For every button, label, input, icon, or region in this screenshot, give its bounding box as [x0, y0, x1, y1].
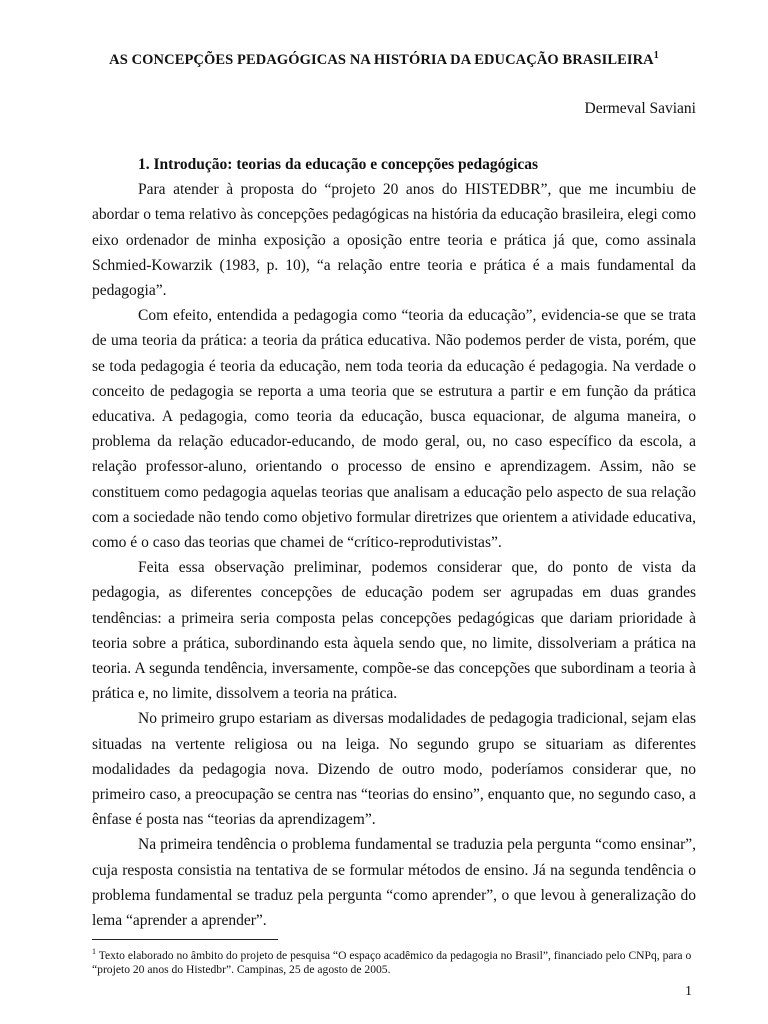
section-heading: 1. Introdução: teorias da educação e concepções pedagógicas	[138, 156, 539, 173]
footnote-text: Texto elaborado no âmbito do projeto de pesquisa “O espaço acadêmico da pedagogia no Brasil”, financiado pelo CNPq, para o “projeto 20 anos do Histedbr”. Campinas, 25 de agosto de 2005.	[92, 948, 692, 977]
footnote-marker: 1	[92, 947, 96, 956]
footnote-divider	[92, 939, 278, 940]
paragraph: Com efeito, entendida a pedagogia como “teoria da educação”, evidencia-se que se trata de uma teoria da prática: a teoria da prática educativa. Não podemos perder de vista, porém, que se toda pedagogia é teoria da educação, nem toda teoria da educação é pedagogia. Na verdade o conceito de pedagogia se reporta a uma teoria que se estrutura a partir e em função da prática educativa. A pedagogia, como teoria da educação, busca equacionar, de alguma maneira, o problema da relação educador-educando, de modo geral, ou, no caso específico da escola, a relação professor-aluno, orientando o processo de ensino e aprendizagem. Assim, não se constituem como pedagogia aquelas teorias que analisam a educação pelo aspecto de sua relação com a sociedade não tendo como objetivo formular diretrizes que orientem a atividade educativa, como é o caso das teorias que chamei de “crítico-reprodutivistas”.	[92, 307, 696, 552]
document-title	[0, 50, 768, 69]
paragraph: Feita essa observação preliminar, podemos considerar que, do ponto de vista da pedagogia, as diferentes concepções de educação podem ser agrupadas em duas grandes tendências: a primeira seria composta pelas concepções pedagógicas que dariam prioridade à teoria sobre a prática, subordinando esta àquela sendo que, no limite, dissolveriam a prática na teoria. A segunda tendência, inversamente, compõe-se das concepções que subordinam a teoria à prática e, no limite, dissolvem a teoria na prática.	[92, 559, 696, 703]
page-number: 1	[685, 984, 692, 999]
paragraph: Na primeira tendência o problema fundamental se traduzia pela pergunta “como ensinar”, cuja resposta consistia na tentativa de se formular métodos de ensino. Já na segunda tendência o problema fundamental se traduz pela pergunta “como aprender”, o que levou à generalização do lema “aprender a aprender”.	[92, 836, 696, 930]
paragraph: No primeiro grupo estariam as diversas modalidades de pedagogia tradicional, sejam elas situadas na vertente religiosa ou na leiga. No segundo grupo se situariam as diferentes modalidades da pedagogia nova. Dizendo de outro modo, poderíamos considerar que, no primeiro caso, a preocupação se centra nas “teorias do ensino”, enquanto que, no segundo caso, a ênfase é posta nas “teorias da aprendizagem”.	[92, 710, 696, 829]
body-text	[92, 152, 696, 933]
footnote	[92, 945, 702, 978]
title-footnote-marker: 1	[653, 50, 659, 61]
paragraph: Para atender à proposta do “projeto 20 anos do HISTEDBR”, que me incumbiu de abordar o tema relativo às concepções pedagógicas na história da educação brasileira, elegi como eixo ordenador de minha exposição a oposição entre teoria e prática já que, como assinala Schmied-Kowarzik (1983, p. 10), “a relação entre teoria e prática é a mais fundamental da pedagogia”.	[92, 181, 696, 300]
author-name: Dermeval Saviani	[584, 100, 696, 117]
title-text: AS CONCEPÇÕES PEDAGÓGICAS NA HISTÓRIA DA EDUCAÇÃO BRASILEIRA	[109, 51, 654, 68]
